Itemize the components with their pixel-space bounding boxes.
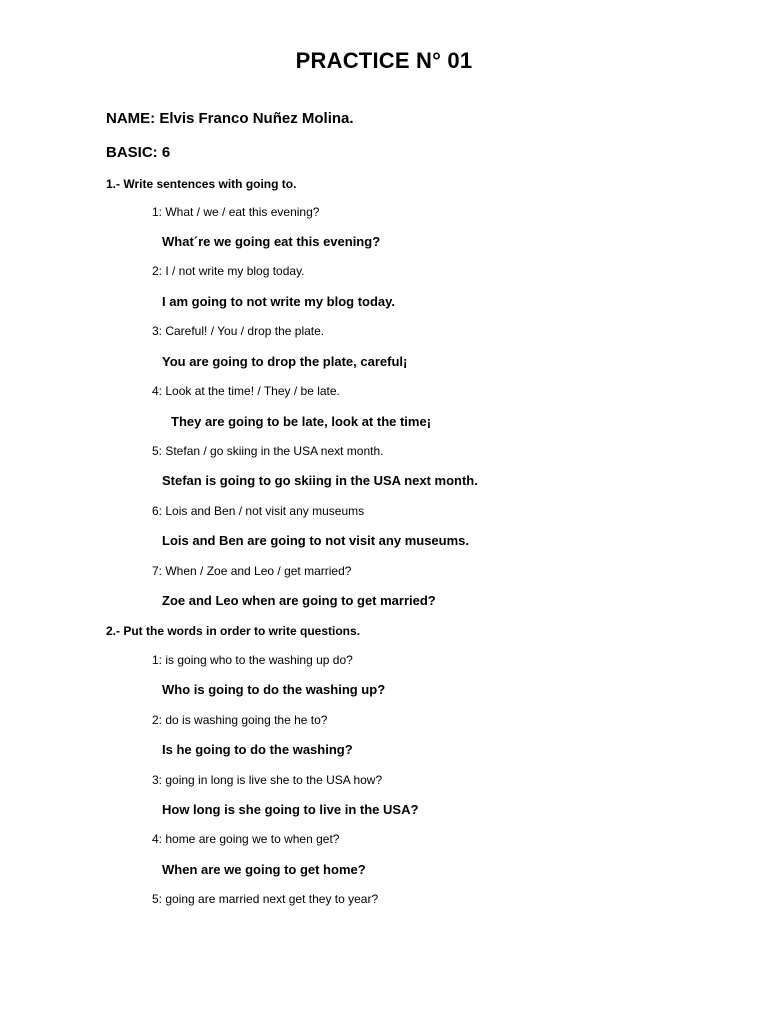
exercise-answer: I am going to not write my blog today. (162, 294, 396, 309)
exercise-prompt: 3: Careful! / You / drop the plate. (152, 324, 325, 338)
exercise-answer: Is he going to do the washing? (162, 742, 353, 757)
exercise-prompt: 6: Lois and Ben / not visit any museums (152, 504, 365, 518)
exercise-answer: What´re we going eat this evening? (162, 234, 381, 249)
section-2-heading: 2.- Put the words in order to write questions. (106, 624, 361, 638)
section-1-heading: 1.- Write sentences with going to. (106, 177, 297, 191)
exercise-prompt: 1: is going who to the washing up do? (152, 653, 353, 667)
exercise-answer: They are going to be late, look at the time¡ (171, 414, 432, 429)
exercise-answer: When are we going to get home? (162, 862, 366, 877)
exercise-prompt: 1: What / we / eat this evening? (152, 205, 320, 219)
exercise-prompt: 3: going in long is live she to the USA how? (152, 773, 383, 787)
exercise-prompt: 5: going are married next get they to year? (152, 892, 379, 906)
exercise-prompt: 4: home are going we to when get? (152, 832, 340, 846)
exercise-prompt: 5: Stefan / go skiing in the USA next month. (152, 444, 384, 458)
exercise-prompt: 2: I / not write my blog today. (152, 264, 305, 278)
exercise-prompt: 7: When / Zoe and Leo / get married? (152, 564, 352, 578)
exercise-prompt: 4: Look at the time! / They / be late. (152, 384, 340, 398)
exercise-answer: Stefan is going to go skiing in the USA next month. (162, 473, 478, 488)
exercise-answer: You are going to drop the plate, careful¡ (162, 354, 408, 369)
exercise-answer: Zoe and Leo when are going to get married? (162, 593, 436, 608)
page-title: PRACTICE N° 01 (295, 48, 473, 73)
exercise-answer: Lois and Ben are going to not visit any museums. (162, 533, 469, 548)
student-name: NAME: Elvis Franco Nuñez Molina. (106, 110, 354, 127)
exercise-answer: Who is going to do the washing up? (162, 682, 386, 697)
exercise-prompt: 2: do is washing going the he to? (152, 713, 328, 727)
exercise-answer: How long is she going to live in the USA? (162, 802, 419, 817)
basic-level: BASIC: 6 (106, 144, 171, 161)
